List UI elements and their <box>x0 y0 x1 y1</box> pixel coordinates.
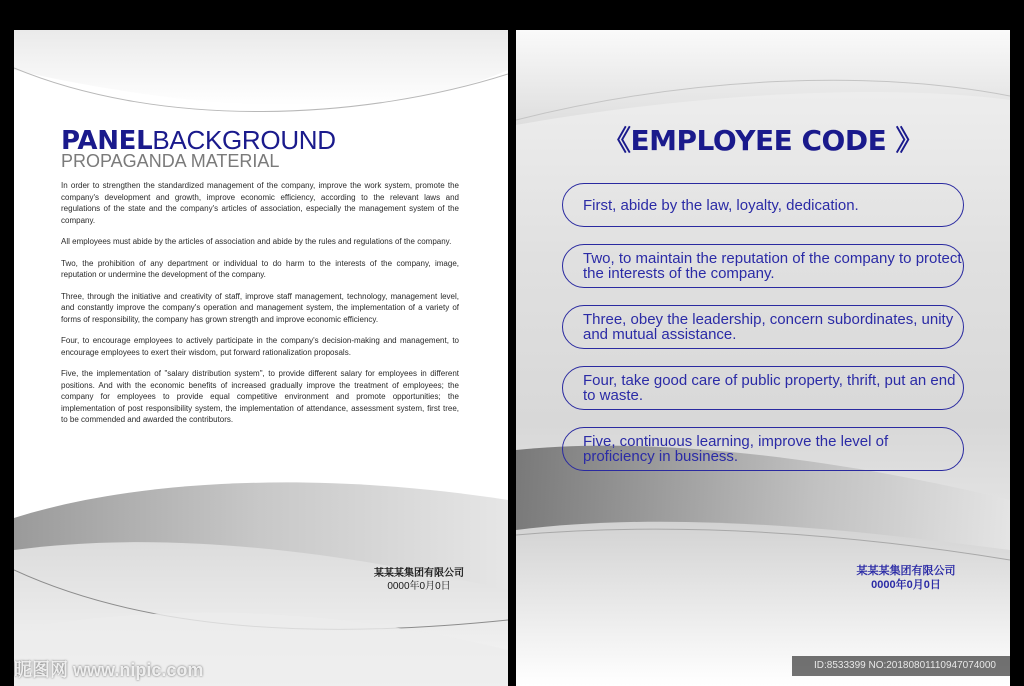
rule-text: First, abide by the law, loyalty, dedication. <box>583 196 859 214</box>
date-text: 0000年0月0日 <box>387 581 451 592</box>
rule-item <box>562 305 964 349</box>
body-paragraph: Five, the implementation of "salary distribution system", to provide different salary for employees in different positions. And with the economic benefits of increased gradually improve the treatment of employees; the company for employees to provide equal competitive environment and promote opportunities; the implementation of post responsibility system, the implementation of attendance, assessment system, first tree, to be commended and awarded the contributors. <box>61 369 459 424</box>
id-watermark: ID:8533399 NO:20180801110947074000 <box>792 656 1018 676</box>
body-paragraph: Two, the prohibition of any department or individual to do harm to the interests of the company, image, reputation or undermine the development of the company. <box>61 258 459 279</box>
date-text: 0000年0月0日 <box>871 579 941 591</box>
body-paragraph: In order to strengthen the standardized management of the company, improve the work system, promote the company's development and growth, improve economic efficiency, according to the relevant laws and regulations of the state and the company's articles of association, especially the management system of the company. <box>61 181 459 225</box>
title-light-part: BACKGROUND <box>152 125 336 155</box>
company-name: 某某某集团有限公司 <box>374 568 464 579</box>
body-paragraph: Three, through the initiative and creativity of staff, improve staff management, technology, management level, and constantly improve the company's operation and management system, the implementation of a variety of forms of responsibility, the company has grown strength and improve economic efficiency. <box>61 291 459 324</box>
body-text <box>61 180 459 436</box>
site-watermark: 昵图网 www.nipic.com <box>14 660 204 680</box>
title-bold-part: PANEL <box>61 126 153 156</box>
right-footer <box>836 564 976 592</box>
rule-text: Five, continuous learning, improve the level of proficiency in business. <box>583 433 889 465</box>
left-footer <box>354 567 484 593</box>
rule-text: Four, take good care of public property, thrift, put an end to waste. <box>583 372 956 404</box>
left-panel-page <box>14 30 508 686</box>
rule-text: Three, obey the leadership, concern subordinates, unity and mutual assistance. <box>583 311 954 343</box>
right-employee-code-page <box>516 30 1010 686</box>
body-paragraph: Four, to encourage employees to actively participate in the company's decision-making and management, to encourage employees to exert their wisdom, put forward rationalization proposals. <box>61 336 459 357</box>
rule-item <box>562 183 964 227</box>
rule-item <box>562 366 964 410</box>
rule-item <box>562 427 964 471</box>
company-name: 某某某集团有限公司 <box>856 565 956 577</box>
body-paragraph: All employees must abide by the articles of association and abide by the rules and regulations of the company. <box>61 237 452 246</box>
employee-code-title: 《EMPLOYEE CODE 》 <box>603 124 923 157</box>
rule-item <box>562 244 964 288</box>
page-subtitle: PROPAGANDA MATERIAL <box>61 151 280 171</box>
rule-text: Two, to maintain the reputation of the company to protect the interests of the company. <box>583 250 962 282</box>
